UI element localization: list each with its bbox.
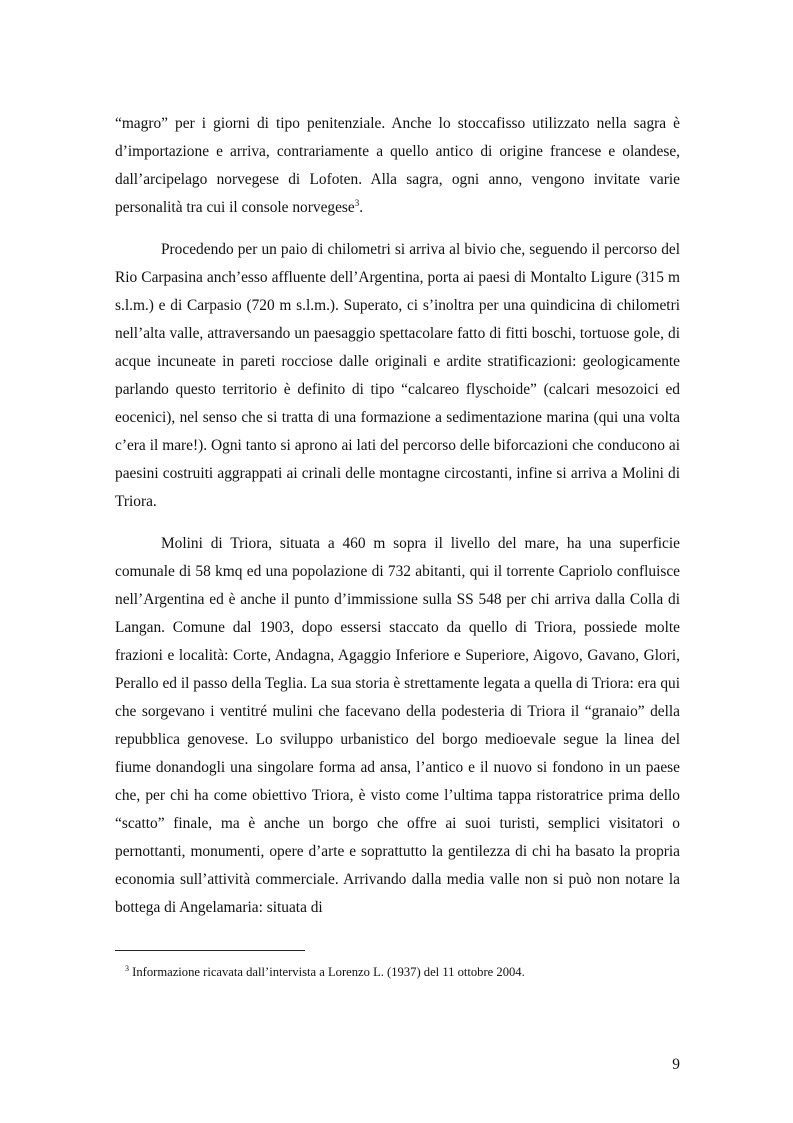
body-text xyxy=(115,110,680,936)
paragraph-1-text: “magro” per i giorni di tipo penitenziale. Anche lo stoccafisso utilizzato nella sagra è d’importazione e arriva, contrariamente a quello antico di origine francese e olandese, dall’arcipelago norvegese di Lofoten. Alla sagra, ogni anno, vengono invitate varie personalità tra cui il console norvegese xyxy=(115,115,680,216)
footnote-text: Informazione ricavata dall’intervista a Lorenzo L. (1937) del 11 ottobre 2004. xyxy=(132,965,525,979)
paragraph-1-end: . xyxy=(359,199,364,216)
footnote xyxy=(125,963,680,981)
paragraph-1 xyxy=(115,110,680,222)
paragraph-3: Molini di Triora, situata a 460 m sopra il livello del mare, ha una superficie comunale di 58 kmq ed una popolazione di 732 abitanti, qui il torrente Capriolo confluisce nell’Argentina ed è anche il punto d’immissione sulla SS 548 per chi arriva dalla Colla di Langan. Comune dal 1903, dopo essersi staccato da quello di Triora, possiede molte frazioni e località: Corte, Andagna, Agaggio Inferiore e Superiore, Aigovo, Gavano, Glori, Perallo ed il passo della Teglia. La sua storia è strettamente legata a quella di Triora: era qui che sorgevano i ventitré mulini che facevano della podesteria di Triora il “granaio” della repubblica genovese. Lo sviluppo urbanistico del borgo medioevale segue la linea del fiume donandogli una singolare forma ad ansa, l’antico e il nuovo si fondono in un paese che, per chi ha come obiettivo Triora, è visto come l’ultima tappa ristoratrice prima dello “scatto” finale, ma è anche un borgo che offre ai suoi turisti, semplici visitatori o pernottanti, monumenti, opere d’arte e soprattutto la gentilezza di chi ha basato la propria economia sull’attività commerciale. Arrivando dalla media valle non si può non notare la bottega di Angelamaria: situata di xyxy=(115,535,680,916)
page-number: 9 xyxy=(672,1056,680,1073)
footnote-marker: 3 xyxy=(125,963,129,973)
paragraph-2: Procedendo per un paio di chilometri si arriva al bivio che, seguendo il percorso del Rio Carpasina anch’esso affluente dell’Argentina, porta ai paesi di Montalto Ligure (315 m s.l.m.) e di Carpasio (720 m s.l.m.). Superato, ci s’inoltra per una quindicina di chilometri nell’alta valle, attraversando un paesaggio spettacolare fatto di fitti boschi, tortuose gole, di acque incuneate in pareti rocciose dalle originali e ardite stratificazioni: geologicamente parlando questo territorio è definito di tipo “calcareo flyschoide” (calcari mesozoici ed eocenici), nel senso che si tratta di una formazione a sedimentazione marina (qui una volta c’era il mare!). Ogni tanto si aprono ai lati del percorso delle biforcazioni che conducono ai paesini costruiti aggrappati ai crinali delle montagne circostanti, infine si arriva a Molini di Triora. xyxy=(115,241,680,510)
footnote-reference: 3 xyxy=(354,197,360,208)
footnote-separator xyxy=(115,950,305,951)
